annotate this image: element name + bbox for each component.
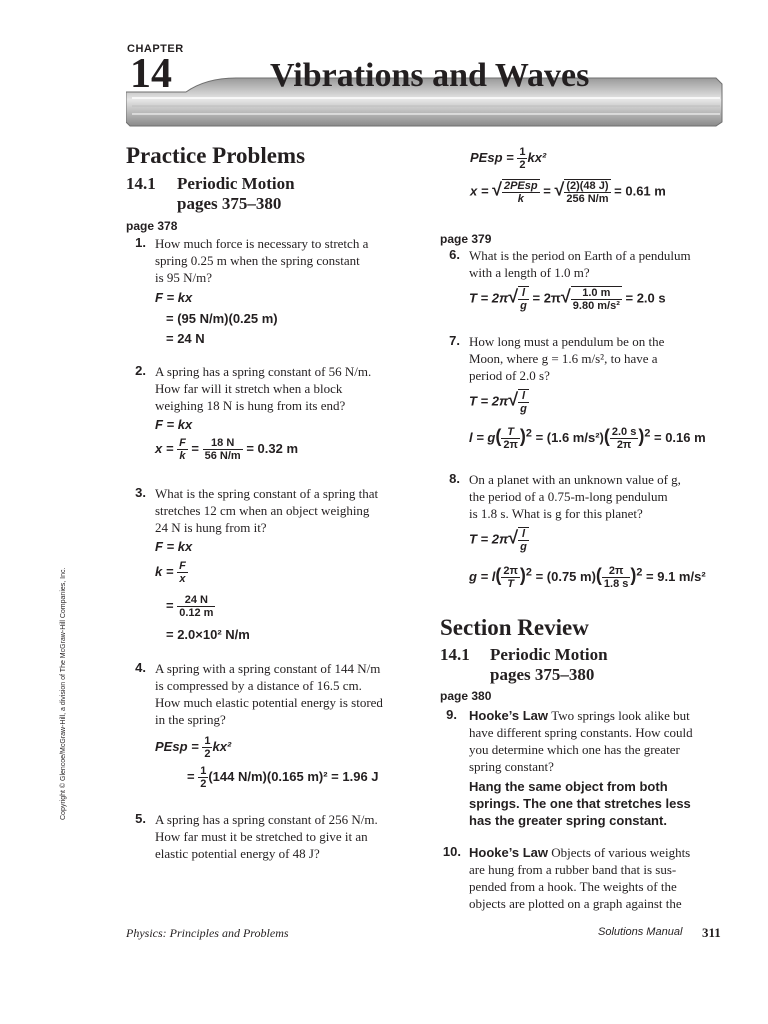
- problem-2-equals: =: [191, 440, 200, 456]
- problem-5-equals: =: [543, 183, 551, 199]
- sqrt-icon: √: [508, 286, 519, 307]
- copyright-notice: Copyright © Glencoe/McGraw-Hill, a division of The McGraw-Hill Companies, Inc.: [60, 567, 67, 820]
- problem-6-t: T = 2π: [469, 290, 509, 306]
- question-10-line-2: are hung from a rubber band that is sus-: [469, 862, 677, 877]
- problem-4-half: $\frac{1}{2}$: [204, 735, 211, 760]
- problem-2-line-3: weighing 18 N is hung from its end?: [155, 398, 346, 413]
- problem-7-result: = 0.16 m: [653, 430, 706, 445]
- problem-1-sol-1: F = kx: [155, 290, 193, 305]
- review-section-name: Periodic Motion: [490, 645, 608, 664]
- problem-8-line-3: is 1.8 s. What is g for this planet?: [469, 506, 643, 521]
- problem-5-line-2: How far must it be stretched to give it an: [155, 829, 368, 844]
- chapter-label: CHAPTER: [127, 43, 184, 55]
- problem-3-values-eq: [166, 594, 215, 619]
- problem-6-frac-sym: $\frac{l}{g}$: [520, 287, 527, 312]
- problem-5-pe-eq: [470, 146, 546, 171]
- problem-2-result: = 0.32 m: [246, 440, 299, 456]
- problem-2-x: x =: [155, 440, 174, 456]
- question-10-label: Hooke’s Law: [469, 845, 548, 860]
- problem-1-line-2: spring 0.25 m when the spring constant: [155, 253, 360, 268]
- problem-7-frac-sym: $\frac{l}{g}$: [520, 390, 527, 415]
- review-section-num: 14.1: [440, 645, 470, 664]
- problem-7-frac-values: $\frac{2.0 s}{2\pi}$: [611, 426, 637, 452]
- sqrt-icon: √: [560, 286, 571, 307]
- sqrt-icon: √: [508, 527, 519, 548]
- question-10-line-1: [469, 844, 690, 861]
- problem-3-result: = 2.0×10² N/m: [166, 627, 250, 642]
- question-9-answer-3: has the greater spring constant.: [469, 813, 667, 828]
- practice-section-num: 14.1: [126, 174, 156, 193]
- problem-3-frac-fx: $\frac{F}{x}$: [179, 560, 186, 585]
- problem-5-frac-values: $\frac{(2)(48 J)}{256 N/m}$: [566, 180, 609, 205]
- problem-3-line-3: 24 N is hung from it?: [155, 520, 267, 535]
- problem-3-k: k =: [155, 563, 174, 579]
- problem-7-t-eq: [469, 389, 529, 415]
- problem-4-half-2: $\frac{1}{2}$: [200, 765, 207, 790]
- practice-pages: pages 375–380: [177, 194, 282, 213]
- problem-7-l: l = g: [469, 430, 496, 445]
- problem-4-result-eq: [187, 765, 379, 790]
- problem-5-kx2: kx²: [527, 149, 547, 165]
- footer-book-title: Physics: Principles and Problems: [126, 926, 289, 940]
- sqrt-icon: √: [508, 389, 519, 410]
- question-9-line-2: have different spring constants. How could: [469, 725, 693, 740]
- practice-title: Practice Problems: [126, 143, 306, 168]
- problem-2-frac-fk: $\frac{F}{k}$: [179, 437, 186, 462]
- problem-4-line-4: in the spring?: [155, 712, 226, 727]
- problem-3-frac-values: $\frac{24 N}{0.12 m}$: [179, 594, 214, 619]
- problem-5-line-3: elastic potential energy of 48 J?: [155, 846, 320, 861]
- problem-1-line-1: How much force is necessary to stretch a: [155, 236, 369, 251]
- problem-8-number: 8.: [449, 471, 460, 486]
- problem-5-x: x =: [470, 183, 489, 199]
- sqrt-icon: √: [492, 179, 502, 200]
- problem-8-line-1: On a planet with an unknown value of g,: [469, 472, 681, 487]
- problem-7-t: T = 2π: [469, 393, 509, 409]
- problem-6-line-2: with a length of 1.0 m?: [469, 265, 590, 280]
- problem-6-line-1: What is the period on Earth of a pendulum: [469, 248, 691, 263]
- problem-4-line-1: A spring with a spring constant of 144 N/m: [155, 661, 381, 676]
- problem-1-sol-2: = (95 N/m)(0.25 m): [166, 311, 278, 326]
- problem-7-number: 7.: [449, 333, 460, 348]
- problem-2-sol-1: F = kx: [155, 417, 193, 432]
- problem-5-line-1: A spring has a spring constant of 256 N/m.: [155, 812, 378, 827]
- problem-4-number: 4.: [135, 660, 146, 675]
- question-9-answer-2: springs. The one that stretches less: [469, 796, 691, 811]
- question-9-line-1: [469, 707, 690, 724]
- problem-7-line-3: period of 2.0 s?: [469, 368, 550, 383]
- problem-5-number: 5.: [135, 811, 146, 826]
- problem-3-k-eq: [155, 560, 188, 585]
- problem-7-frac-t: $\frac{T}{2\pi}$: [503, 426, 518, 452]
- page-ref-380: page 380: [440, 689, 492, 703]
- footer-manual-title: Solutions Manual: [598, 926, 683, 938]
- problem-1-sol-3: = 24 N: [166, 331, 205, 346]
- question-10-line-4: objects are plotted on a graph against the: [469, 896, 682, 911]
- review-title: Section Review: [440, 615, 589, 640]
- problem-2-line-2: How far will it stretch when a block: [155, 381, 343, 396]
- problem-4-kx2: kx²: [212, 738, 232, 754]
- problem-8-line-2: the period of a 0.75-m-long pendulum: [469, 489, 668, 504]
- problem-4-result: (144 N/m)(0.165 m)² = 1.96 J: [208, 768, 379, 784]
- problem-4-line-2: is compressed by a distance of 16.5 cm.: [155, 678, 362, 693]
- practice-section-name: Periodic Motion: [177, 174, 295, 193]
- problem-8-frac-t: $\frac{2\pi}{T}$: [503, 565, 518, 591]
- problem-6-result: = 2.0 s: [625, 290, 666, 306]
- problem-1-line-3: is 95 N/m?: [155, 270, 213, 285]
- problem-7-mid: = (1.6 m/s²): [535, 430, 604, 445]
- review-pages: pages 375–380: [490, 665, 595, 684]
- problem-8-g-eq: g = l( $\frac{2\pi}{T}$ )$^2$ = (0.75 m)( $\frac{2\pi}{1.8 s}$ )$^2$ = 9.1 m/s²: [469, 565, 706, 591]
- chapter-number: 14: [130, 51, 172, 97]
- question-9-answer-1: Hang the same object from both: [469, 779, 668, 794]
- problem-7-line-1: How long must a pendulum be on the: [469, 334, 665, 349]
- question-9-text-1: Two springs look alike but: [551, 708, 690, 723]
- problem-7-l-eq: l = g( $\frac{T}{2\pi}$ )$^2$ = (1.6 m/s²)( $\frac{2.0 s}{2\pi}$ )$^2$ = 0.16 m: [469, 426, 706, 452]
- problem-2-number: 2.: [135, 363, 146, 378]
- problem-4-equals: =: [187, 768, 195, 784]
- problem-8-frac-sym: $\frac{l}{g}$: [520, 528, 527, 553]
- problem-3-line-1: What is the spring constant of a spring that: [155, 486, 379, 501]
- problem-8-t-eq: [469, 527, 529, 553]
- chapter-title: Vibrations and Waves: [270, 57, 590, 94]
- problem-4-line-3: How much elastic potential energy is stored: [155, 695, 383, 710]
- problem-5-x-eq: [470, 179, 666, 205]
- problem-3-equals: =: [166, 597, 174, 613]
- sqrt-icon: √: [554, 179, 565, 200]
- question-10-number: 10.: [442, 844, 461, 859]
- problem-6-frac-values: $\frac{1.0 m}{\text{9.80 m/s²}}$: [572, 287, 620, 312]
- problem-8-mid: = (0.75 m): [535, 569, 596, 584]
- problem-2-line-1: A spring has a spring constant of 56 N/m.: [155, 364, 372, 379]
- problem-5-result: = 0.61 m: [614, 183, 666, 199]
- problem-3-sol-1: F = kx: [155, 539, 193, 554]
- question-9-line-4: spring constant?: [469, 759, 554, 774]
- problem-8-t: T = 2π: [469, 531, 509, 547]
- problem-5-pe: PEsp =: [470, 149, 514, 165]
- problem-7-line-2: Moon, where g = 1.6 m/s², to have a: [469, 351, 658, 366]
- problem-3-line-2: stretches 12 cm when an object weighing: [155, 503, 370, 518]
- question-9-label: Hooke’s Law: [469, 708, 548, 723]
- problem-4-pe: PEsp =: [155, 738, 199, 754]
- problem-6-eq: [469, 286, 666, 312]
- problem-6-number: 6.: [449, 247, 460, 262]
- page-ref-378: page 378: [126, 219, 178, 233]
- question-9-line-3: you determine which one has the greater: [469, 742, 680, 757]
- problem-2-equation: [155, 437, 298, 462]
- page-ref-379: page 379: [440, 232, 492, 246]
- problem-1-number: 1.: [135, 235, 146, 250]
- problem-2-frac-values: $\frac{18 N}{56 N/m}$: [204, 437, 241, 462]
- problem-4-pe-eq: [155, 735, 231, 760]
- question-9-number: 9.: [446, 707, 457, 722]
- problem-8-result: = 9.1 m/s²: [646, 569, 706, 584]
- problem-6-equals: = 2π: [532, 290, 561, 306]
- question-10-line-3: pended from a hook. The weights of the: [469, 879, 677, 894]
- page-number: 311: [702, 925, 721, 940]
- problem-3-number: 3.: [135, 485, 146, 500]
- problem-5-frac-sym: $\frac{\text{2PEsp}}{k}$: [503, 180, 538, 205]
- problem-8-g: g = l: [469, 569, 496, 584]
- problem-5-half: $\frac{1}{2}$: [519, 146, 526, 171]
- question-10-text-1: Objects of various weights: [551, 845, 691, 860]
- problem-8-frac-values: $\frac{2\pi}{1.8 s}$: [603, 565, 629, 591]
